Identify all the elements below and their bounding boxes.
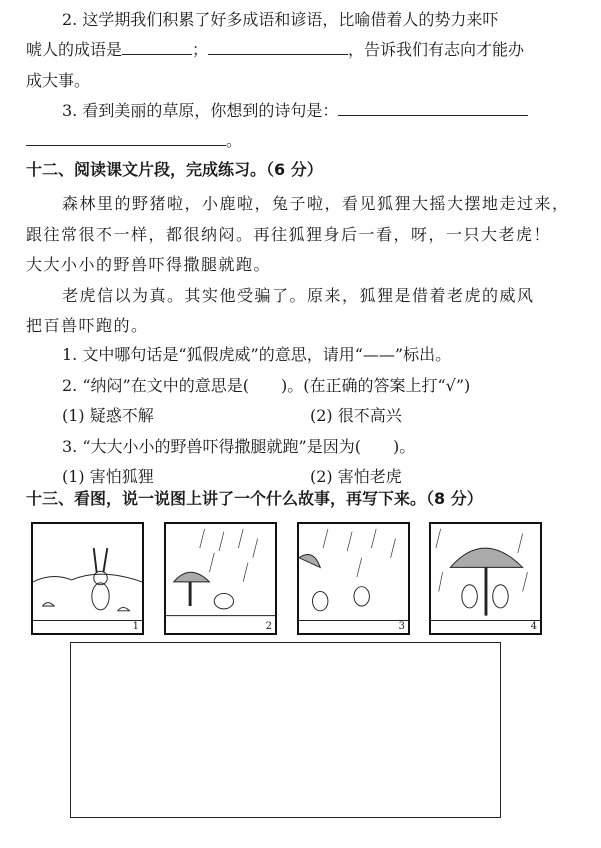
q11-item3-end: 。 (226, 131, 243, 150)
passage-line: 把百兽吓跑的。 (26, 316, 149, 335)
rain-mushroom-illustration (166, 524, 275, 633)
answer-blank-poem-2[interactable] (26, 131, 226, 146)
q12-question-2: 2. “纳闷”在文中的意思是( )。(在正确的答案上打“√”) (62, 376, 471, 395)
passage-line: 大大小小的野兽吓得撒腿就跑。 (26, 255, 272, 274)
q11-item2-text-a: 唬人的成语是 (26, 40, 123, 59)
q11-item2-line2 (26, 40, 524, 60)
q12-heading: 十二、阅读课文片段，完成练习。（6 分） (26, 160, 323, 179)
q11-item3-text: 3. 看到美丽的草原，你想到的诗句是： (62, 101, 339, 120)
picture-panel-1 (31, 522, 144, 635)
q12-q3-option-1[interactable]: (1) 害怕狐狸 (62, 467, 154, 486)
panel-number: 3 (398, 621, 405, 632)
story-answer-box[interactable] (70, 642, 501, 818)
panel-number: 1 (132, 621, 139, 632)
q12-q2-option-2[interactable]: (2) 很不高兴 (310, 406, 402, 425)
passage-line: 跟往常很不一样，都很纳闷。再往狐狸身后一看，呀，一只大老虎！ (26, 225, 552, 244)
panel-number: 4 (530, 621, 537, 632)
rabbit-illustration (33, 524, 142, 633)
q12-question-3: 3. “大大小小的野兽吓得撒腿就跑”是因为( )。 (62, 437, 416, 456)
answer-blank-proverb[interactable] (208, 40, 348, 55)
animals-under-mushroom-illustration (431, 524, 540, 633)
q11-item2-sep: ； (192, 40, 209, 59)
q12-question-1: 1. 文中哪句话是“狐假虎威”的意思，请用“——”标出。 (62, 345, 452, 364)
answer-blank-idiom[interactable] (122, 40, 192, 55)
q11-item2-text-b: ，告诉我们有志向才能办 (348, 40, 525, 59)
picture-panel-2 (164, 522, 277, 635)
passage-line: 森林里的野猪啦，小鹿啦，兔子啦，看见狐狸大摇大摆地走过来， (62, 194, 570, 213)
picture-panel-4 (429, 522, 542, 635)
squirrel-rain-illustration (299, 524, 408, 633)
q11-item2-line3: 成大事。 (26, 71, 91, 90)
q11-item3-line2 (26, 131, 242, 151)
q12-q2-option-1[interactable]: (1) 疑惑不解 (62, 406, 154, 425)
passage-line: 老虎信以为真。其实他受骗了。原来，狐狸是借着老虎的威风 (62, 286, 535, 305)
answer-blank-poem-1[interactable] (338, 101, 528, 116)
q13-heading: 十三、看图，说一说图上讲了一个什么故事，再写下来。（8 分） (26, 489, 483, 508)
q11-item3-line1 (62, 101, 528, 121)
panel-number: 2 (265, 621, 272, 632)
picture-panel-3 (297, 522, 410, 635)
q11-item2-line1: 2. 这学期我们积累了好多成语和谚语，比喻借着人的势力来吓 (62, 10, 499, 29)
q12-q3-option-2[interactable]: (2) 害怕老虎 (310, 467, 402, 486)
